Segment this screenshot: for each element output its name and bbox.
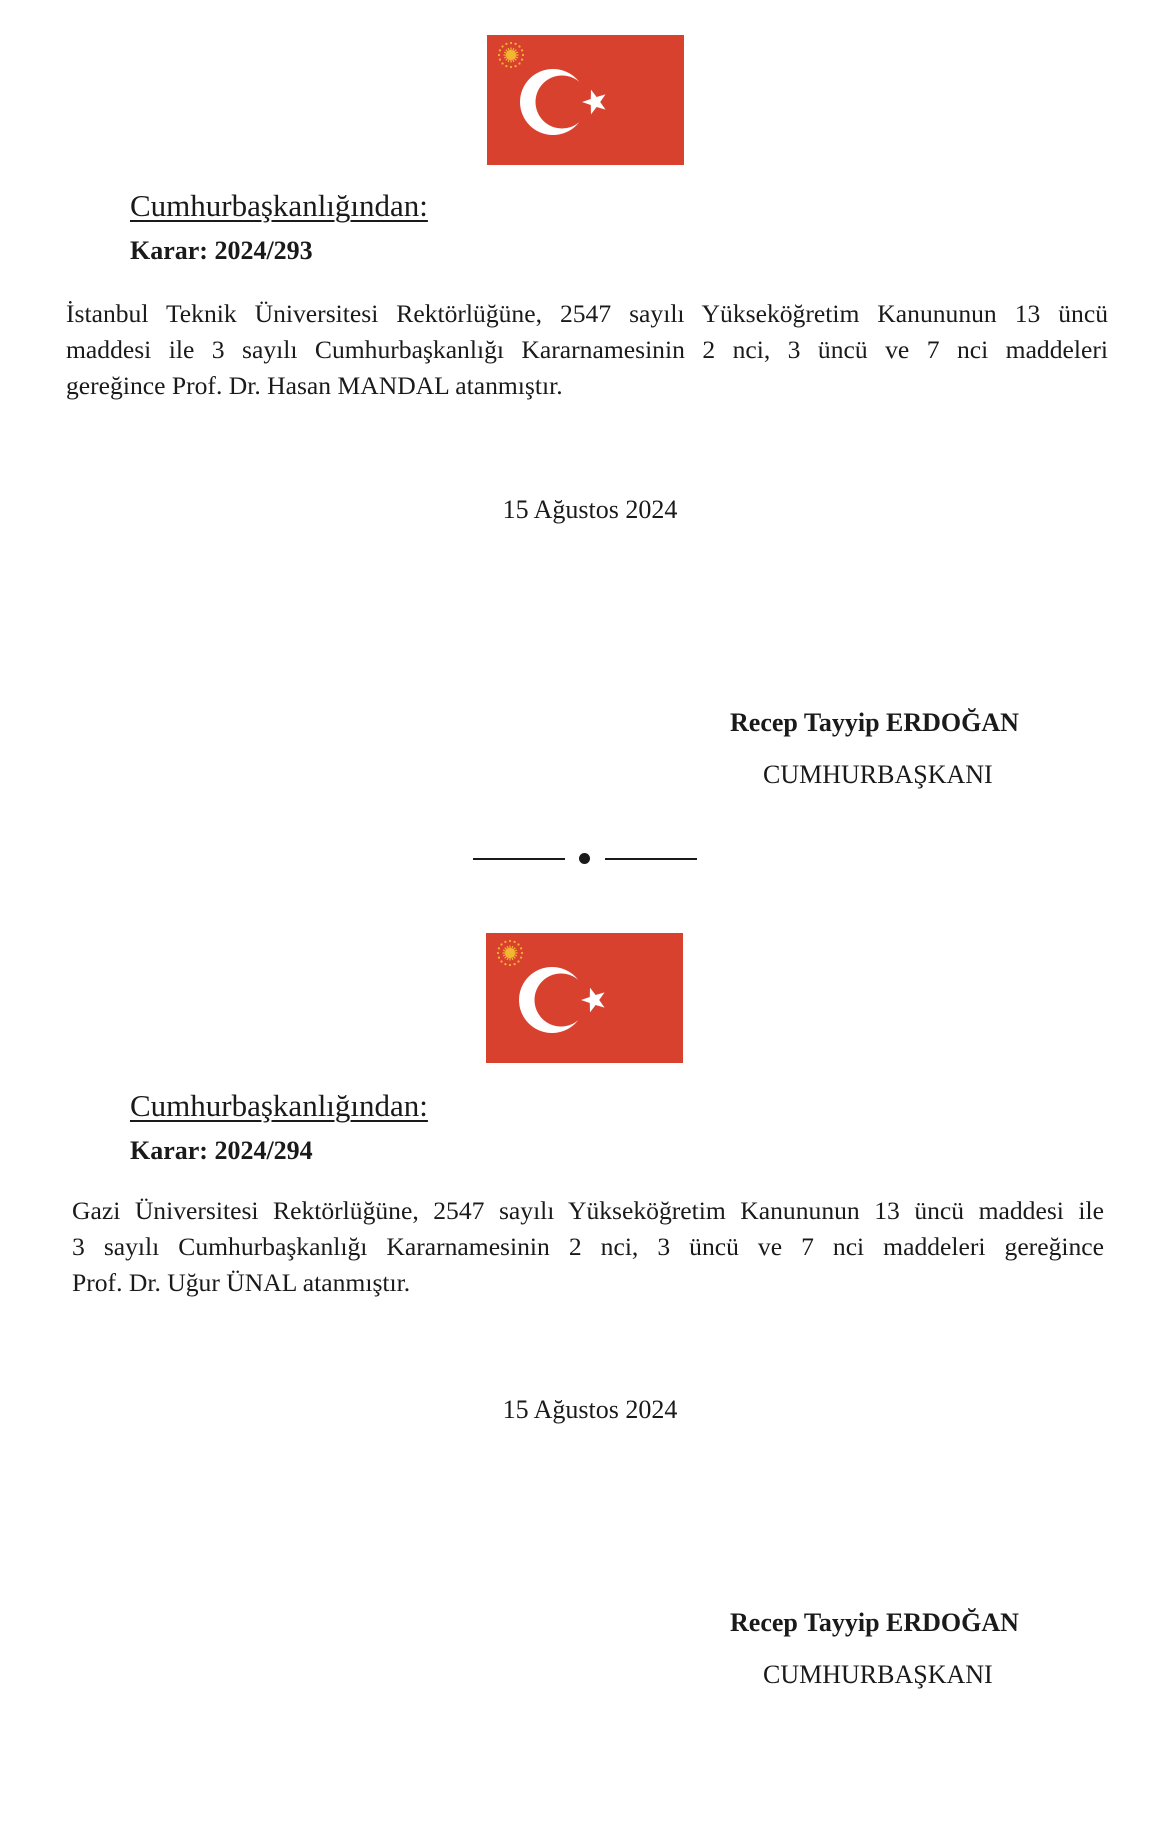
decision-date: 15 Ağustos 2024 — [502, 1395, 678, 1424]
signatory-title: CUMHURBAŞKANI — [763, 1660, 993, 1689]
seal-star — [501, 62, 503, 64]
seal-star — [518, 62, 520, 64]
decision-paragraph — [72, 1193, 1104, 1301]
seal-star — [509, 964, 511, 966]
seal-star — [498, 54, 500, 56]
seal-star — [505, 43, 507, 45]
seal-star — [517, 943, 519, 945]
decision-date: 15 Ağustos 2024 — [502, 495, 678, 524]
signatory-title: CUMHURBAŞKANI — [763, 760, 993, 789]
seal-star — [513, 941, 515, 943]
seal-star — [522, 54, 524, 56]
decision-number: Karar: 2024/294 — [130, 1136, 313, 1165]
seal-star — [521, 58, 523, 60]
presidential-flag-icon — [487, 35, 684, 165]
separator-line-left — [473, 858, 565, 860]
seal-star — [500, 943, 502, 945]
separator-dot — [579, 853, 590, 864]
seal-star — [498, 947, 500, 949]
seal-star — [498, 956, 500, 958]
paragraph-line: Prof. Dr. Uğur ÜNAL atanmıştır. — [72, 1268, 411, 1297]
seal-star — [517, 960, 519, 962]
seal-star — [521, 49, 523, 51]
separator-line-right — [605, 858, 697, 860]
bullet-separator-icon — [473, 847, 698, 869]
presidential-flag-icon — [486, 933, 683, 1063]
seal-star — [497, 952, 499, 954]
seal-star — [518, 45, 520, 47]
decision-paragraph — [66, 296, 1108, 404]
paragraph-line: Gazi Üniversitesi Rektörlüğüne, 2547 sayılı Yükseköğretim Kanununun 13 üncü maddesi ile — [72, 1196, 1104, 1225]
seal-star — [505, 65, 507, 67]
decision-number: Karar: 2024/293 — [130, 236, 313, 265]
signatory-name: Recep Tayyip ERDOĞAN — [730, 708, 1019, 737]
paragraph-line: İstanbul Teknik Üniversitesi Rektörlüğüne, 2547 sayılı Yükseköğretim Kanununun 13 üncü — [66, 299, 1108, 328]
paragraph-line: 3 sayılı Cumhurbaşkanlığı Kararnamesinin 2 nci, 3 üncü ve 7 nci maddeleri gereğince — [72, 1232, 1104, 1261]
issuer-heading: Cumhurbaşkanlığından: — [130, 1088, 428, 1123]
seal-star — [504, 941, 506, 943]
seal-star — [520, 947, 522, 949]
seal-star — [504, 963, 506, 965]
seal-star — [513, 963, 515, 965]
crescent-inner — [535, 974, 588, 1027]
crescent-inner — [536, 76, 589, 129]
seal-star — [521, 952, 523, 954]
seal-star — [510, 66, 512, 68]
paragraph-line: gereğince Prof. Dr. Hasan MANDAL atanmıştır. — [66, 371, 563, 400]
seal-star — [500, 960, 502, 962]
signatory-name: Recep Tayyip ERDOĞAN — [730, 1608, 1019, 1637]
seal-star — [510, 42, 512, 44]
seal-star — [499, 58, 501, 60]
paragraph-line: maddesi ile 3 sayılı Cumhurbaşkanlığı Kararnamesinin 2 nci, 3 üncü ve 7 nci maddeleri — [66, 335, 1108, 364]
seal-star — [514, 43, 516, 45]
seal-star — [501, 45, 503, 47]
issuer-heading: Cumhurbaşkanlığından: — [130, 188, 428, 223]
seal-star — [509, 940, 511, 942]
seal-star — [499, 49, 501, 51]
seal-star — [514, 65, 516, 67]
seal-star — [520, 956, 522, 958]
